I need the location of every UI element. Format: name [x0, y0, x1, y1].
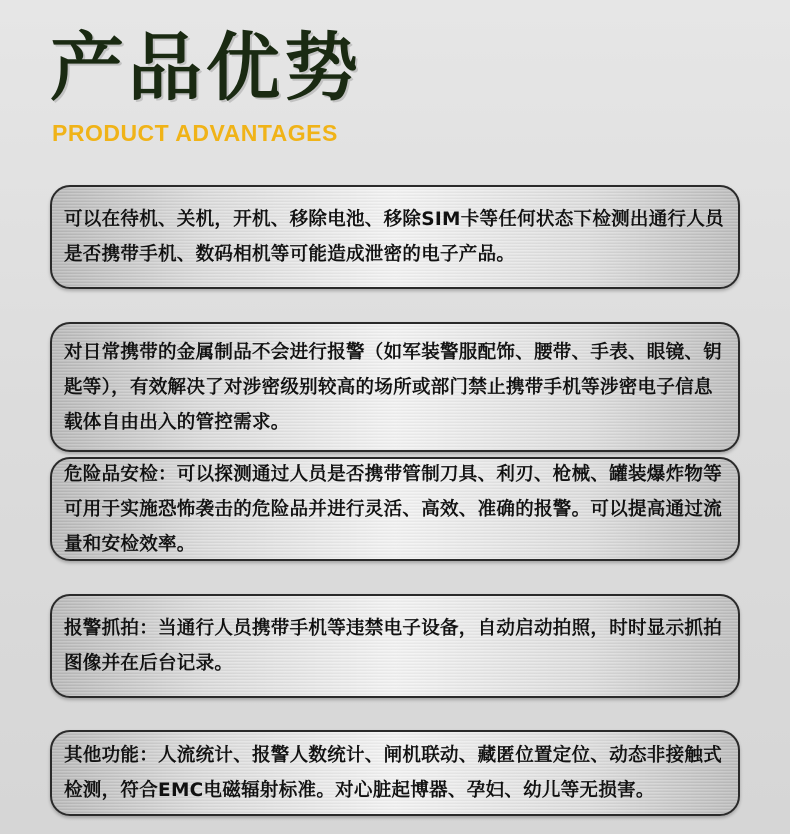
advantage-text: 报警抓拍：当通行人员携带手机等违禁电子设备，自动启动拍照，时时显示抓拍图像并在后台记录。 [64, 618, 723, 674]
advantage-text: 其他功能：人流统计、报警人数统计、闸机联动、藏匿位置定位、动态非接触式检测，符合EMC电磁辐射标准。对心脏起博器、孕妇、幼儿等无损害。 [64, 745, 723, 801]
advantage-card [50, 730, 740, 816]
advantage-card [50, 322, 740, 452]
advantage-card [50, 457, 740, 561]
advantage-text: 对日常携带的金属制品不会进行报警（如军装警服配饰、腰带、手表、眼镜、钥匙等），有效解决了对涉密级别较高的场所或部门禁止携带手机等涉密电子信息载体自由出入的管控需求。 [64, 341, 723, 433]
advantage-text: 危险品安检：可以探测通过人员是否携带管制刀具、利刃、枪械、罐装爆炸物等可用于实施恐怖袭击的危险品并进行灵活、高效、准确的报警。可以提高通过流量和安检效率。 [64, 463, 723, 555]
advantage-card [50, 185, 740, 289]
page-subtitle: PRODUCT ADVANTAGES [52, 120, 338, 146]
page-title: 产品优势 [50, 25, 362, 111]
advantage-text: 可以在待机、关机，开机、移除电池、移除SIM卡等任何状态下检测出通行人员是否携带手机、数码相机等可能造成泄密的电子产品。 [64, 209, 724, 265]
advantage-card [50, 594, 740, 698]
